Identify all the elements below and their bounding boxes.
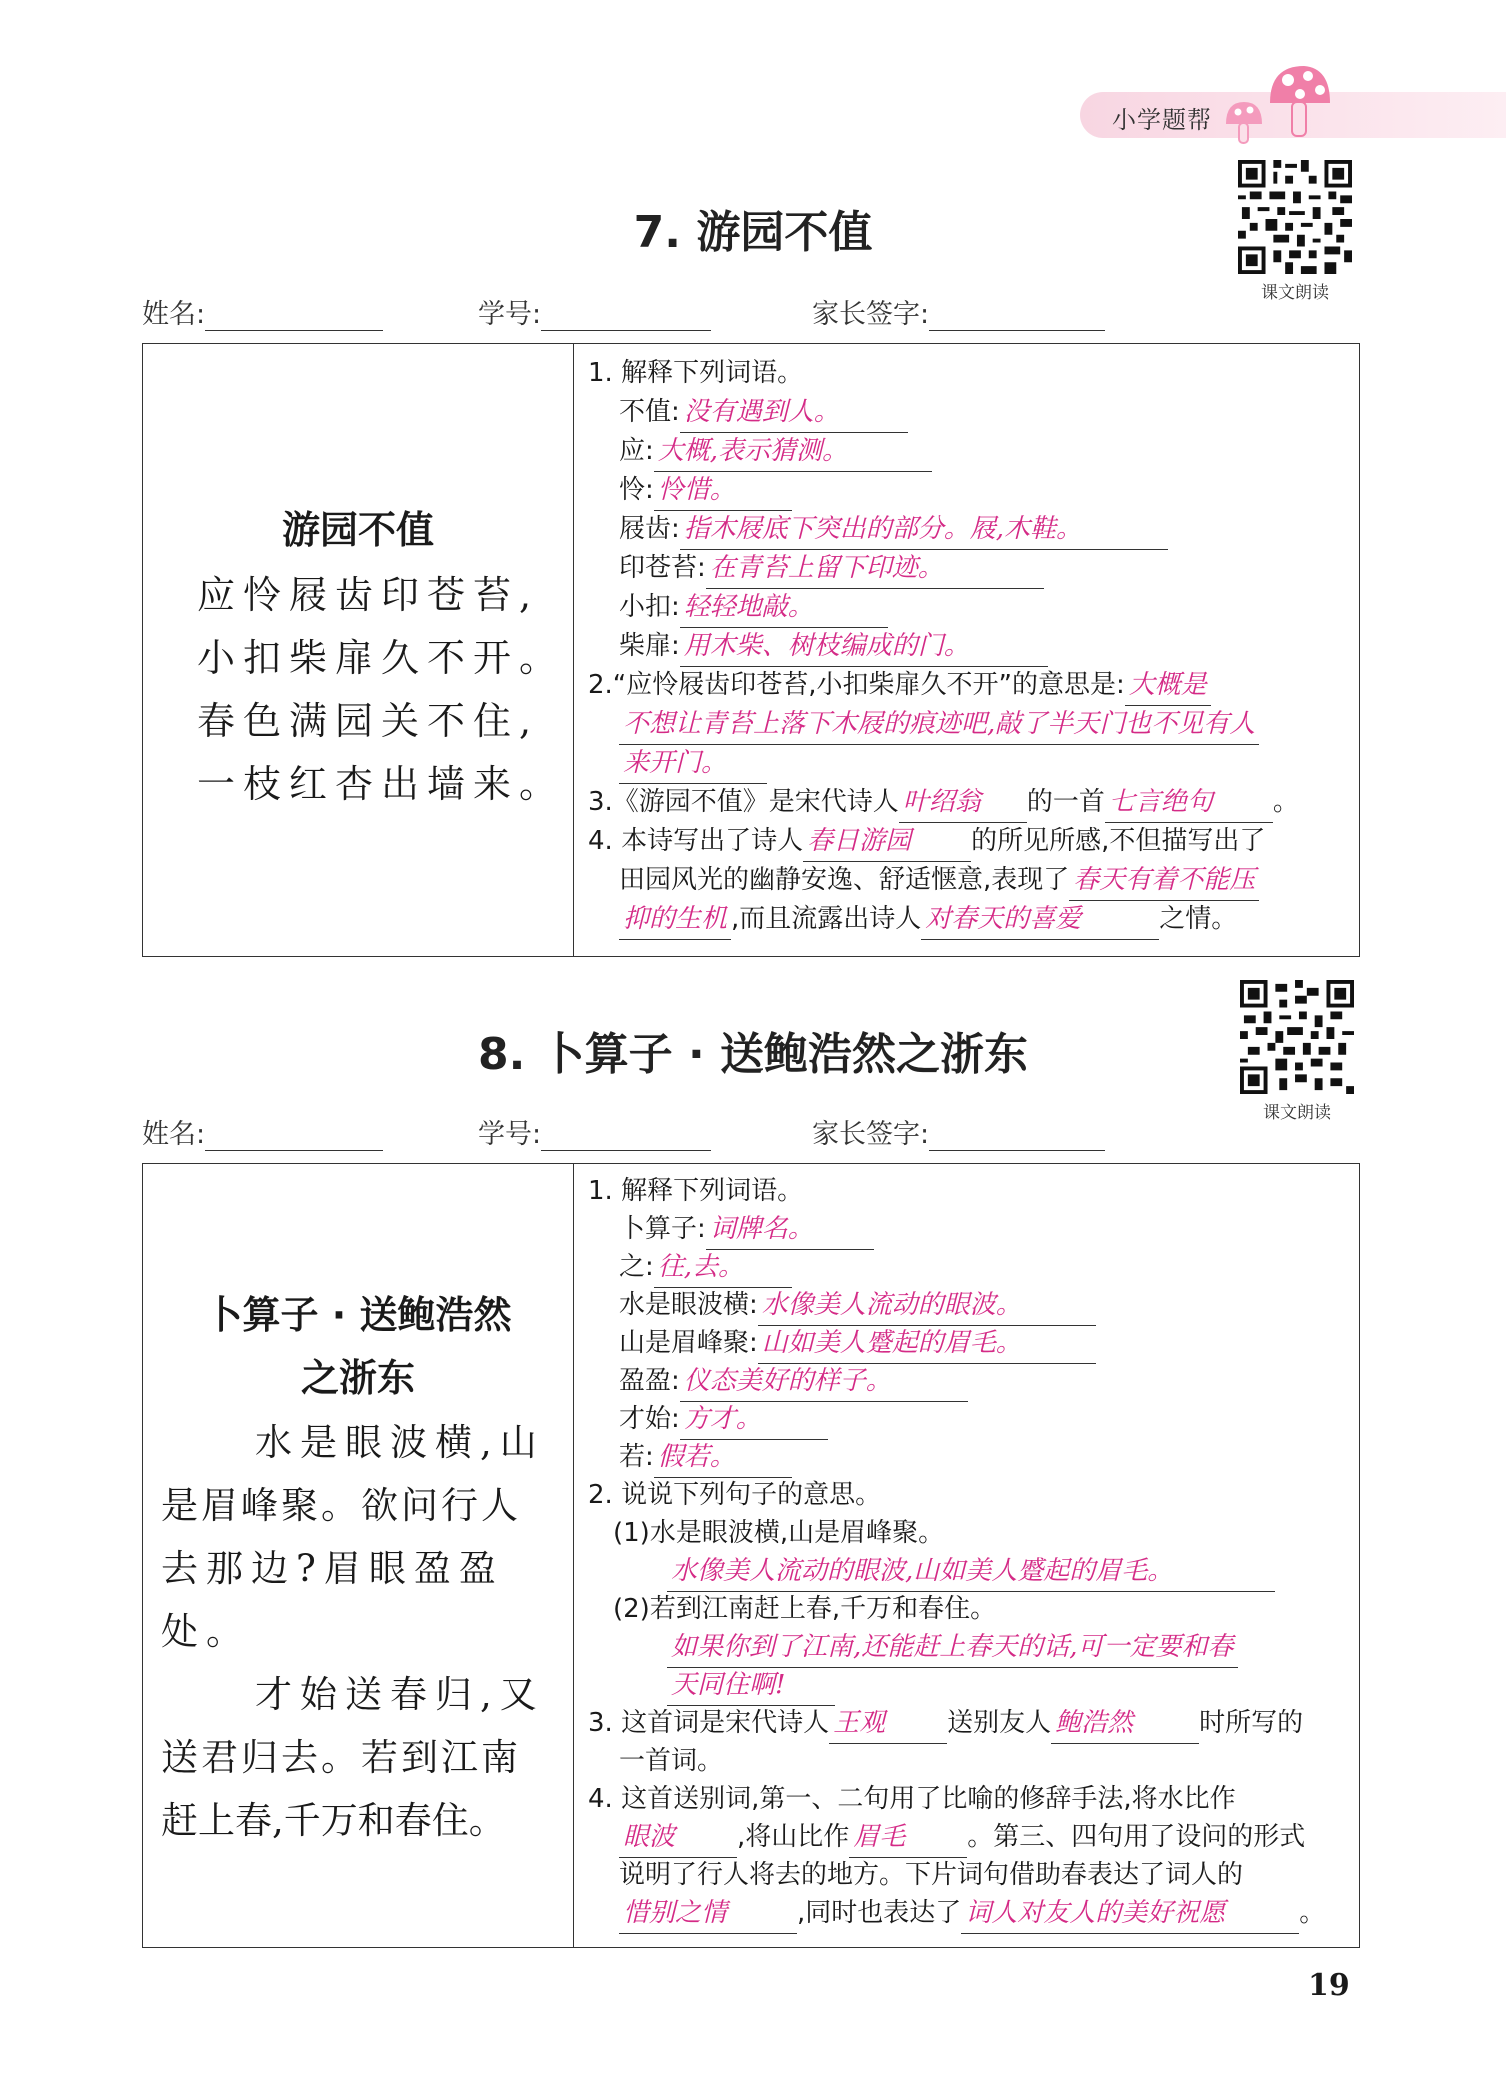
- answer-line: 天同住啊!: [667, 1666, 835, 1706]
- qr-code-icon[interactable]: [1240, 980, 1354, 1094]
- vocab-item: 盈盈: 仪态美好的样子。: [619, 1362, 968, 1402]
- vocab-item: 屐齿: 指木屐底下突出的部分。屐,木鞋。: [619, 510, 1168, 550]
- student-id-field[interactable]: [541, 302, 711, 331]
- question-4-line4: 惜别之情 ,同时也表达了 词人对友人的美好祝愿 。: [619, 1894, 1325, 1934]
- parent-signature-label: 家长签字:: [812, 1119, 930, 1150]
- lesson-box: [142, 343, 1360, 957]
- answer-blank[interactable]: 对春天的喜爱: [921, 900, 1159, 940]
- question-4-line3: 说明了行人将去的地方。下片词句借助春表达了词人的: [619, 1860, 1244, 1890]
- answer-line: 水像美人流动的眼波,山如美人蹙起的眉毛。: [667, 1552, 1275, 1592]
- vocab-item: 才始: 方才。: [619, 1400, 828, 1440]
- poem-title: 卜算子 · 送鲍浩然: [204, 1293, 512, 1337]
- answer-blank[interactable]: 大概是: [1125, 666, 1211, 706]
- answer-line: 如果你到了江南,还能赶上春天的话,可一定要和春: [667, 1628, 1238, 1668]
- answer-blank[interactable]: 眼波: [619, 1818, 737, 1858]
- parent-signature-label: 家长签字:: [812, 299, 930, 330]
- answer-blank[interactable]: 用木柴、树枝编成的门。: [680, 627, 1048, 667]
- answer-blank[interactable]: 假若。: [654, 1438, 792, 1478]
- question-3-line2: 一首词。: [619, 1746, 724, 1776]
- mushroom-icon: [1222, 58, 1332, 148]
- lesson-title: 7. 游园不值: [633, 207, 873, 258]
- brand-name: 小学题帮: [1112, 106, 1212, 134]
- answer-blank[interactable]: 往,去。: [654, 1248, 792, 1288]
- sentence: (1)水是眼波横,山是眉峰聚。: [613, 1518, 945, 1548]
- student-id-field[interactable]: [541, 1122, 711, 1151]
- name-label: 姓名:: [142, 299, 206, 330]
- question-3: 3.《游园不值》是宋代诗人 叶绍翁 的一首 七言绝句 。: [588, 783, 1299, 823]
- answer-blank[interactable]: 轻轻地敲。: [680, 588, 888, 628]
- answer-blank[interactable]: 水像美人流动的眼波。: [758, 1286, 1096, 1326]
- poem-line: 水是眼波横,山: [255, 1421, 545, 1464]
- answer-blank[interactable]: 惜别之情: [619, 1894, 797, 1934]
- question-2: 2. 说说下列句子的意思。: [588, 1480, 882, 1510]
- sentence: (2)若到江南赶上春,千万和春住。: [613, 1594, 997, 1624]
- answer-blank[interactable]: 没有遇到人。: [680, 393, 908, 433]
- poem-line: 是眉峰聚。欲问行人: [161, 1484, 521, 1527]
- vocab-item: 若: 假若。: [619, 1438, 792, 1478]
- answer-blank[interactable]: 鲍浩然: [1051, 1704, 1199, 1744]
- answer-blank[interactable]: 眉毛: [849, 1818, 967, 1858]
- poem-line: 去那边?眉眼盈盈: [161, 1547, 504, 1590]
- poem-title-line2: 之浙东: [300, 1356, 415, 1400]
- answer-blank[interactable]: 王观: [829, 1704, 947, 1744]
- question-4-line2: 田园风光的幽静安逸、舒适惬意,表现了 春天有着不能压: [619, 861, 1259, 901]
- answer-blank[interactable]: 春天有着不能压: [1069, 861, 1259, 901]
- name-field[interactable]: [205, 1122, 383, 1151]
- question-prompt: 1. 解释下列词语。: [588, 358, 804, 388]
- poem-line: 春色满园关不住,: [197, 699, 540, 743]
- vocab-item: 不值: 没有遇到人。: [619, 393, 908, 433]
- question-prompt: 1. 解释下列词语。: [588, 1176, 804, 1206]
- column-divider: [573, 1164, 574, 1947]
- question-4: 4. 本诗写出了诗人 春日游园 的所见所感,不但描写出了: [588, 822, 1265, 862]
- vocab-item: 之: 往,去。: [619, 1248, 792, 1288]
- poem-line: 送君归去。若到江南: [161, 1736, 521, 1779]
- vocab-item: 应: 大概,表示猜测。: [619, 432, 932, 472]
- answer-blank[interactable]: 方才。: [680, 1400, 828, 1440]
- name-label: 姓名:: [142, 1119, 206, 1150]
- student-info-row: [142, 292, 1242, 330]
- poem-line: 赶上春,千万和春住。: [161, 1799, 506, 1842]
- answer-blank[interactable]: 山如美人蹙起的眉毛。: [758, 1324, 1096, 1364]
- question-2: 2.“应怜屐齿印苍苔,小扣柴扉久不开”的意思是: 大概是: [588, 666, 1211, 706]
- answer-blank[interactable]: 七言绝句: [1105, 783, 1273, 823]
- vocab-item: 山是眉峰聚: 山如美人蹙起的眉毛。: [619, 1324, 1096, 1364]
- parent-signature-field[interactable]: [929, 302, 1105, 331]
- answer-line: 来开门。: [619, 744, 767, 784]
- poem-line: 小扣柴扉久不开。: [197, 636, 566, 680]
- column-divider: [573, 344, 574, 956]
- answer-blank[interactable]: 指木屐底下突出的部分。屐,木鞋。: [680, 510, 1168, 550]
- lesson-box: [142, 1163, 1360, 1948]
- answer-line: 不想让青苔上落下木屐的痕迹吧,敲了半天门也不见有人: [619, 705, 1259, 745]
- vocab-item: 小扣: 轻轻地敲。: [619, 588, 888, 628]
- question-4: 4. 这首送别词,第一、二句用了比喻的修辞手法,将水比作: [588, 1784, 1236, 1814]
- lesson-title: 8. 卜算子 · 送鲍浩然之浙东: [478, 1029, 1028, 1080]
- answer-blank[interactable]: 仪态美好的样子。: [680, 1362, 968, 1402]
- answer-blank[interactable]: 词牌名。: [706, 1210, 874, 1250]
- answer-blank[interactable]: 词人对友人的美好祝愿: [961, 1894, 1299, 1934]
- qr-caption: 课文朗读: [1263, 1103, 1331, 1123]
- page-number: 19: [1308, 1968, 1350, 2003]
- question-4-line3: 抑的生机 ,而且流露出诗人 对春天的喜爱 之情。: [619, 900, 1237, 940]
- answer-blank[interactable]: 叶绍翁: [899, 783, 1027, 823]
- student-id-label: 学号:: [478, 299, 542, 330]
- vocab-item: 怜: 怜惜。: [619, 471, 792, 511]
- vocab-item: 印苍苔: 在青苔上留下印迹。: [619, 549, 1044, 589]
- answer-blank[interactable]: 怜惜。: [654, 471, 792, 511]
- vocab-item: 卜算子: 词牌名。: [619, 1210, 874, 1250]
- poem-line: 一枝红杏出墙来。: [197, 762, 566, 806]
- qr-code-icon[interactable]: [1238, 160, 1352, 274]
- poem-line: 处。: [161, 1610, 251, 1653]
- name-field[interactable]: [205, 302, 383, 331]
- qr-caption: 课文朗读: [1261, 283, 1329, 303]
- poem-line: 才始送春归,又: [255, 1673, 545, 1716]
- parent-signature-field[interactable]: [929, 1122, 1105, 1151]
- student-info-row: [142, 1112, 1242, 1150]
- vocab-item: 水是眼波横: 水像美人流动的眼波。: [619, 1286, 1096, 1326]
- poem-title: 游园不值: [281, 508, 434, 552]
- poem-line: 应怜屐齿印苍苔,: [197, 573, 540, 617]
- question-3: 3. 这首词是宋代诗人 王观 送别友人 鲍浩然 时所写的: [588, 1704, 1303, 1744]
- student-id-label: 学号:: [478, 1119, 542, 1150]
- answer-blank[interactable]: 在青苔上留下印迹。: [706, 549, 1044, 589]
- answer-blank[interactable]: 大概,表示猜测。: [654, 432, 932, 472]
- vocab-item: 柴扉: 用木柴、树枝编成的门。: [619, 627, 1048, 667]
- answer-blank[interactable]: 春日游园: [803, 822, 971, 862]
- question-4-line2: 眼波 ,将山比作 眉毛 。第三、四句用了设问的形式: [619, 1818, 1305, 1858]
